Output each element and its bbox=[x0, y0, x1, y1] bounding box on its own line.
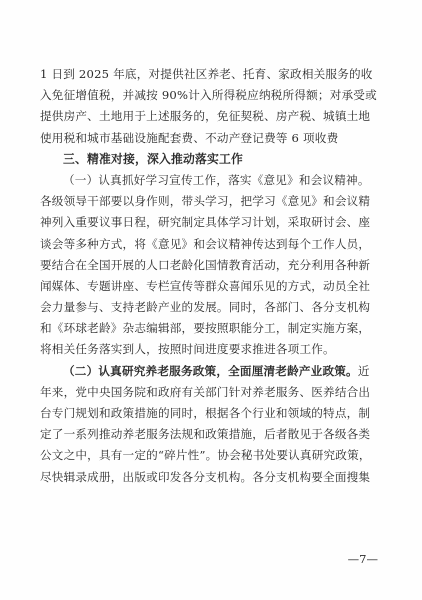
text-line: 要结合在全国开展的人口老龄化国情教育活动，充分利用各种新 bbox=[40, 257, 371, 272]
page-number: —7— bbox=[347, 552, 378, 566]
subheading-line bbox=[40, 361, 382, 382]
text-line: 闻媒体、专题讲座、专栏宣传等群众喜闻乐见的方式，动员全社 bbox=[40, 278, 371, 293]
section-heading: 三、精准对接，深入推动落实工作 bbox=[63, 151, 243, 166]
text-line: 谈会等多种方式，将《意见》和会议精神传达到每个工作人员， bbox=[40, 236, 371, 251]
text-line: 提供房产、土地用于上述服务的，免征契税、房产税、城镇土地 bbox=[40, 109, 371, 124]
text-line: 会力量参与、支持老龄产业的发展。同时，各部门、各分支机构 bbox=[40, 300, 371, 315]
subheading-2: （二）认真研究养老服务政策，全面厘清老龄产业政策。 bbox=[63, 363, 358, 378]
text-line: 公文之中，具有一定的“碎片性”。协会秘书处要认真研究政策， bbox=[40, 448, 371, 463]
text-line: 神列入重要议事日程，研究制定具体学习计划，采取研讨会、座 bbox=[40, 215, 371, 230]
text-line: 1 日到 2025 年底，对提供社区养老、托育、家政相关服务的收 bbox=[40, 67, 373, 81]
subheading-line bbox=[40, 170, 382, 191]
subheading-tail: 近 bbox=[357, 363, 370, 378]
text-line: 将相关任务落实到人，按照时间进度要求推进各项工作。 bbox=[40, 342, 335, 357]
text-line: 和《环球老龄》杂志编辑部，要按照职能分工，制定实施方案， bbox=[40, 321, 371, 336]
text-line: 使用税和城市基础设施配套费、不动产登记费等 6 项收费 bbox=[40, 130, 339, 145]
subheading-1: （一）认真抓好学习宣传工作，落实《意见》和会议精神。 bbox=[63, 172, 370, 187]
text-line: 年来，党中央国务院和政府有关部门针对养老服务、医养结合出 bbox=[40, 384, 371, 399]
text-line: 入免征增值税，并减按 90%计入所得税应纳税所得额；对承受或 bbox=[40, 88, 377, 103]
text-line: 各级领导干部要以身作则，带头学习，把学习《意见》和会议精 bbox=[40, 194, 371, 209]
text-line: 尽快辑录成册，出版或印发各分支机构。各分支机构要全面搜集 bbox=[40, 469, 371, 484]
document-body bbox=[40, 64, 382, 488]
text-line: 台专门规划和政策措施的同时，根据各个行业和领域的特点，制 bbox=[40, 406, 371, 420]
text-line: 定了一系列推动养老服务法规和政策措施，后者散见于各级各类 bbox=[40, 427, 371, 442]
